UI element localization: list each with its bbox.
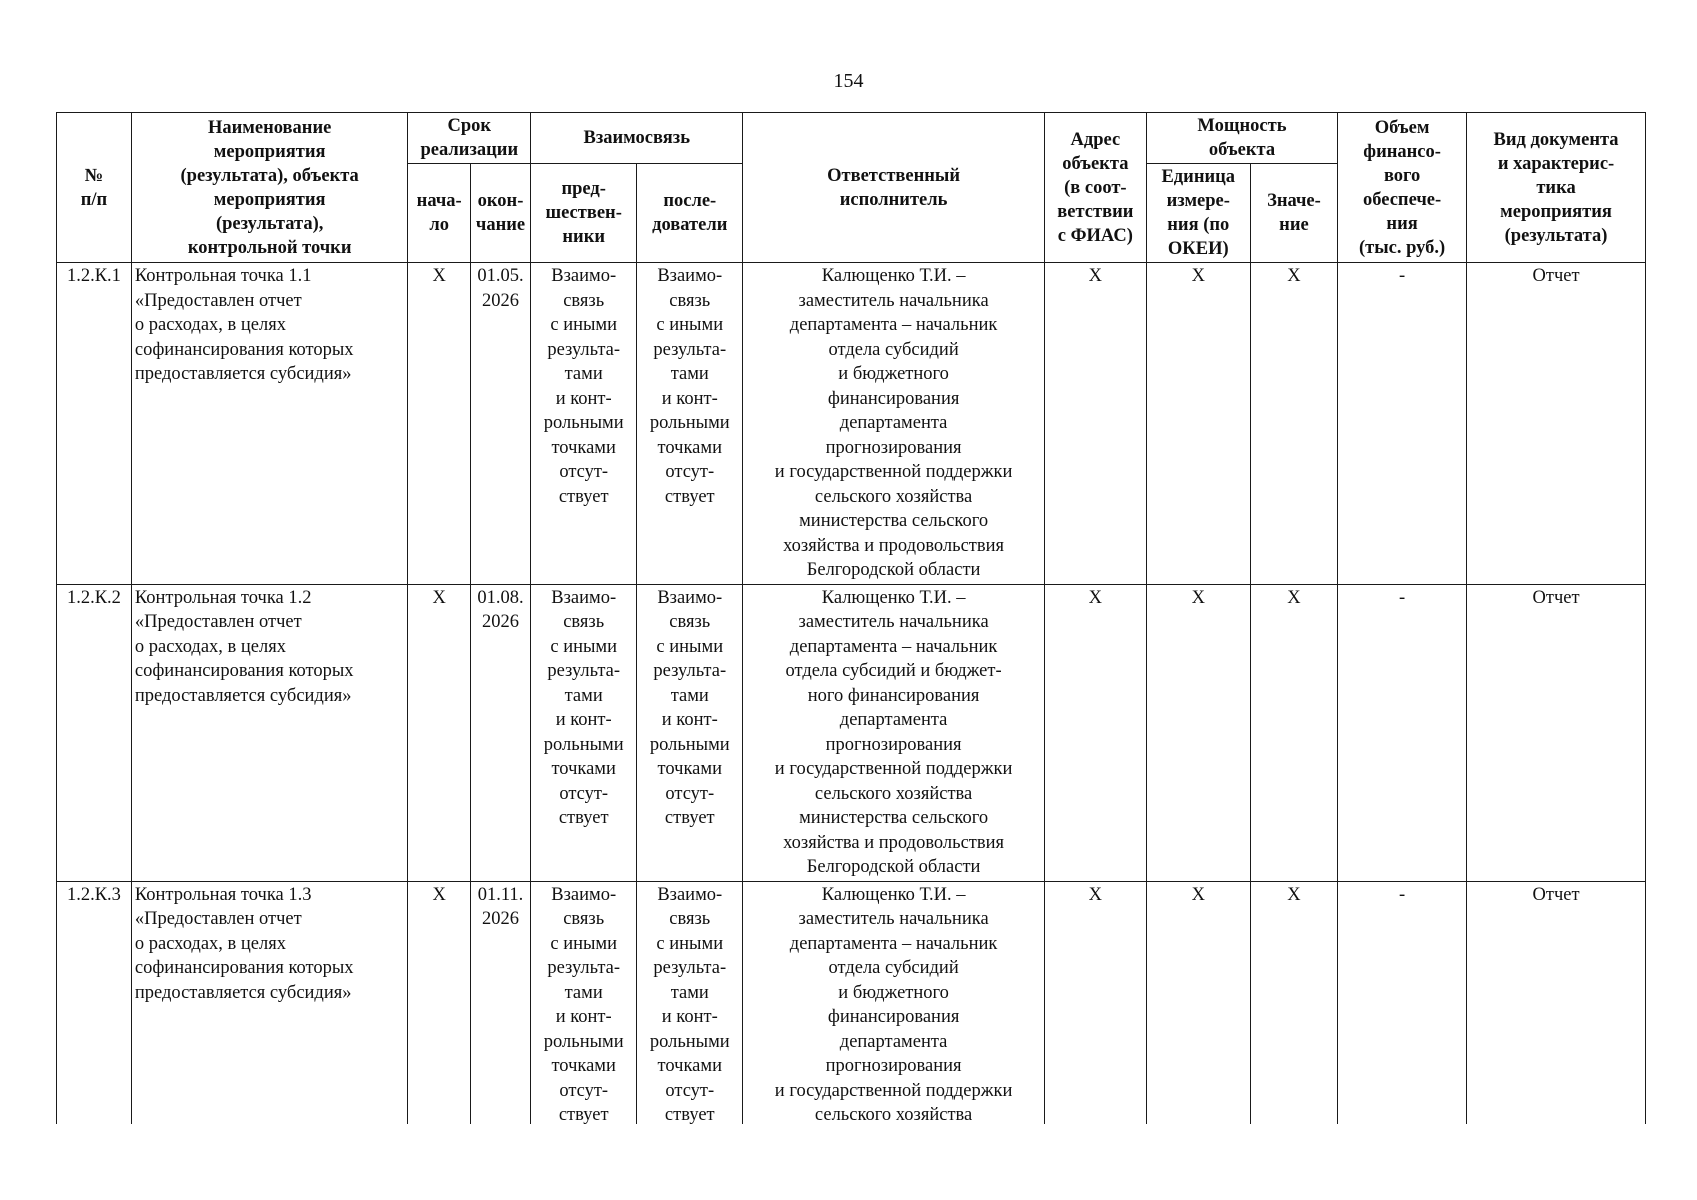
cell-prev: Взаимо- связь с иными результа- тами и конт- рольными точками отсут- ствует [531,263,637,585]
cell-responsible: Калющенко Т.И. – заместитель начальника департамента – начальник отдела субсидий и бюджетного финансирования департамента прогнозирования и государственной поддержки сельского хозяйства [743,881,1045,1124]
cell-next: Взаимо- связь с иными результа- тами и конт- рольными точками отсут- ствует [637,584,743,881]
cell-prev: Взаимо- связь с иными результа- тами и конт- рольными точками отсут- ствует [531,881,637,1124]
cell-next: Взаимо- связь с иными результа- тами и конт- рольными точками отсут- ствует [637,263,743,585]
header-link-next: после- дователи [637,164,743,263]
cell-address: Х [1044,584,1146,881]
cell-finance: - [1338,881,1467,1124]
header-doc-type: Вид документа и характерис- тика мероприятия (результата) [1467,113,1646,263]
header-finance: Объем финансо- вого обеспече- ния (тыс. руб.) [1338,113,1467,263]
cell-finance: - [1338,263,1467,585]
cell-end: 01.08. 2026 [470,584,530,881]
header-term: Срок реализации [408,113,531,164]
table-body [57,263,1646,1125]
header-link-prev: пред- шествен- ники [531,164,637,263]
cell-name: Контрольная точка 1.3 «Предоставлен отчет о расходах, в целях софинансирования которых предоставляется субсидия» [131,881,408,1124]
cell-end: 01.05. 2026 [470,263,530,585]
table-row [57,263,1646,585]
cell-doc-type: Отчет [1467,584,1646,881]
cell-value: Х [1250,263,1337,585]
cell-value: Х [1250,584,1337,881]
header-link: Взаимосвязь [531,113,743,164]
cell-unit: Х [1146,263,1250,585]
cell-value: Х [1250,881,1337,1124]
cell-unit: Х [1146,584,1250,881]
table-row [57,584,1646,881]
header-responsible: Ответственный исполнитель [743,113,1045,263]
cell-next: Взаимо- связь с иными результа- тами и конт- рольными точками отсут- ствует [637,881,743,1124]
cell-num: 1.2.К.2 [57,584,132,881]
header-value: Значе- ние [1250,164,1337,263]
cell-name: Контрольная точка 1.1 «Предоставлен отчет о расходах, в целях софинансирования которых предоставляется субсидия» [131,263,408,585]
cell-start: Х [408,881,470,1124]
cell-num: 1.2.К.3 [57,881,132,1124]
cell-address: Х [1044,881,1146,1124]
table-container [56,112,1646,1124]
cell-responsible: Калющенко Т.И. – заместитель начальника департамента – начальник отдела субсидий и бюджет- ного финансирования департамента прогнозирования и государственной поддержки сельского хозяйства министерства сельского хозяйства и продовольствия Белгородской области [743,584,1045,881]
cell-name: Контрольная точка 1.2 «Предоставлен отчет о расходах, в целях софинансирования которых предоставляется субсидия» [131,584,408,881]
cell-start: Х [408,263,470,585]
table-row [57,881,1646,1124]
cell-prev: Взаимо- связь с иными результа- тами и конт- рольными точками отсут- ствует [531,584,637,881]
control-points-table [56,112,1646,1124]
header-name: Наименование мероприятия (результата), объекта мероприятия (результата), контрольной точки [131,113,408,263]
cell-end: 01.11. 2026 [470,881,530,1124]
cell-address: Х [1044,263,1146,585]
header-unit: Единица измере- ния (по ОКЕИ) [1146,164,1250,263]
header-capacity: Мощность объекта [1146,113,1337,164]
table-header [57,113,1646,263]
header-address: Адрес объекта (в соот- ветствии с ФИАС) [1044,113,1146,263]
cell-doc-type: Отчет [1467,263,1646,585]
header-term-end: окон- чание [470,164,530,263]
cell-finance: - [1338,584,1467,881]
header-num: № п/п [57,113,132,263]
page-number: 154 [833,70,864,92]
cell-unit: Х [1146,881,1250,1124]
header-term-start: нача- ло [408,164,470,263]
cell-responsible: Калющенко Т.И. – заместитель начальника департамента – начальник отдела субсидий и бюджетного финансирования департамента прогнозирования и государственной поддержки сельского хозяйства министерства сельского хозяйства и продовольствия Белгородской области [743,263,1045,585]
cell-start: Х [408,584,470,881]
cell-num: 1.2.К.1 [57,263,132,585]
cell-doc-type: Отчет [1467,881,1646,1124]
